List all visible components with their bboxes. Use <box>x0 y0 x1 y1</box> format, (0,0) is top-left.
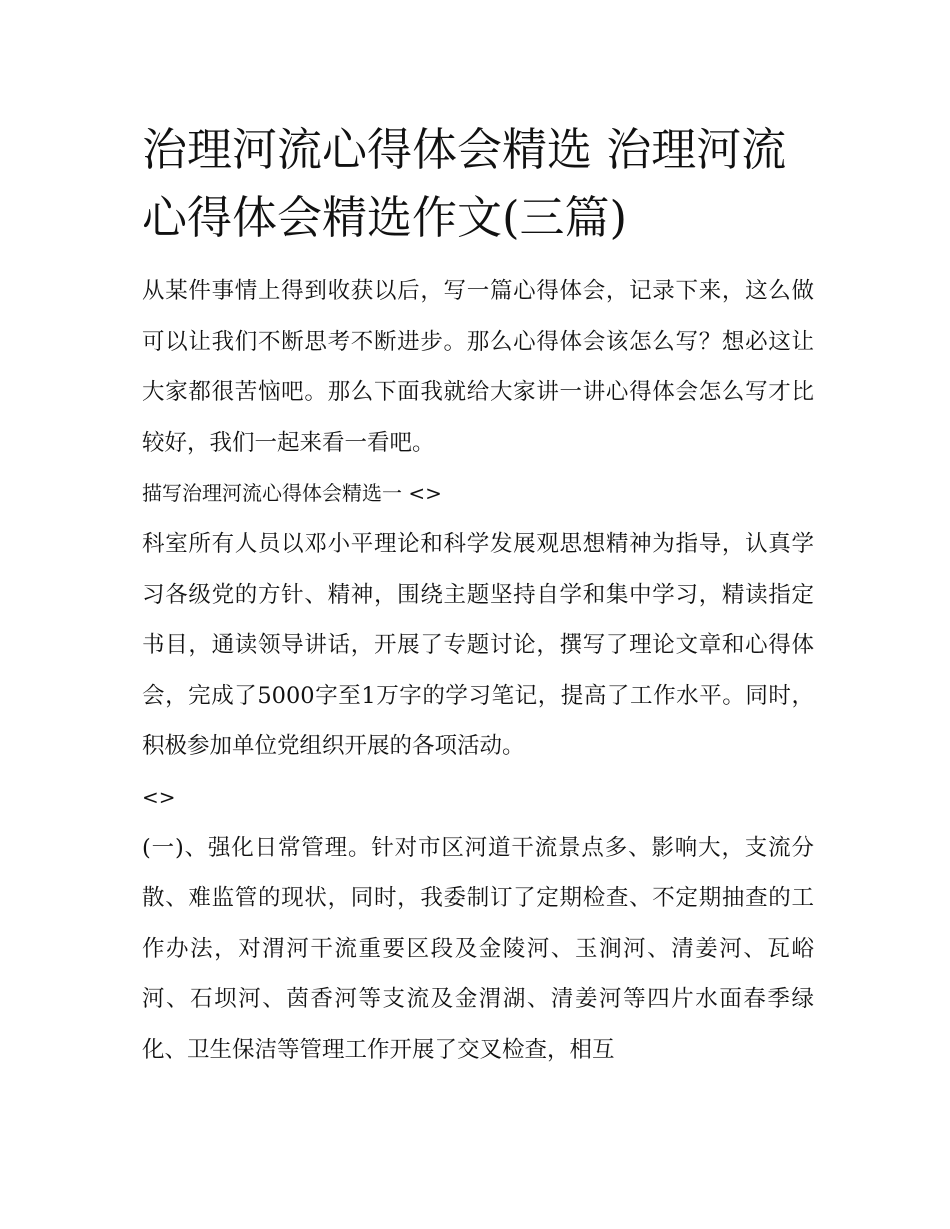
document-title: 治理河流心得体会精选 治理河流心得体会精选作文(三篇) <box>142 123 787 244</box>
intro-paragraph: 从某件事情上得到收获以后，写一篇心得体会，记录下来，这么做可以让我们不断思考不断进步。那么心得体会该怎么写？想必这让大家都很苦恼吧。那么下面我就给大家讲一讲心得体会怎么写才比较好，我们一起来看一看吧。 <box>142 278 814 456</box>
body-paragraph-2: (一)、强化日常管理。针对市区河道干流景点多、影响大，支流分散、难监管的现状，同时，我委制订了定期检查、不定期抽查的工作办法，对渭河干流重要区段及金陵河、玉涧河、清姜河、瓦峪河、石坝河、茵香河等支流及金渭湖、清姜河等四片水面春季绿化、卫生保洁等管理工作开展了交叉检查，相互 <box>142 834 814 1063</box>
separator-text: <> <box>142 784 176 809</box>
document-page <box>142 116 814 1076</box>
body-paragraph-1: 科室所有人员以邓小平理论和科学发展观思想精神为指导，认真学习各级党的方针、精神，围绕主题坚持自学和集中学习，精读指定书目，通读领导讲话，开展了专题讨论，撰写了理论文章和心得体会，完成了5000字至1万字的学习笔记，提高了工作水平。同时，积极参加单位党组织开展的各项活动。 <box>142 530 814 760</box>
section-heading: 描写治理河流心得体会精选一 <> <box>142 481 442 506</box>
